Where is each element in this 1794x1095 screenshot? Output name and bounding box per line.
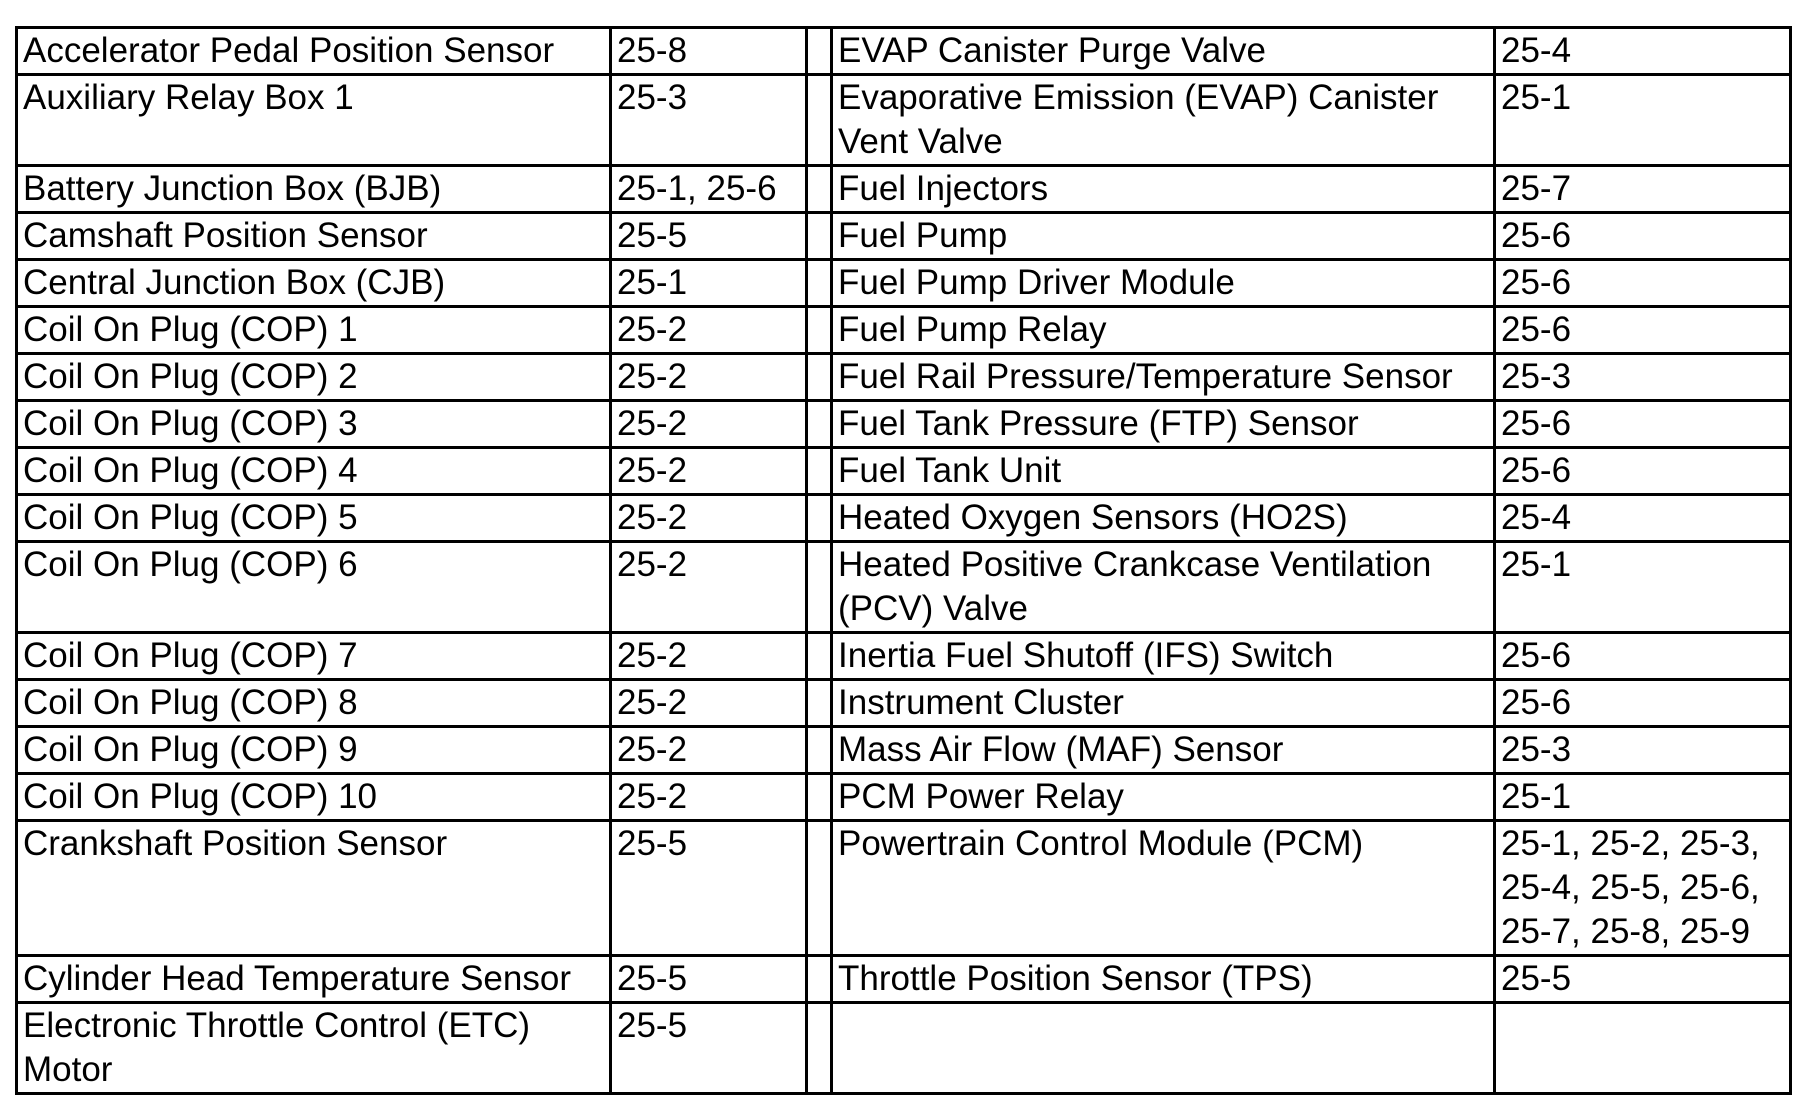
right-component-name: Instrument Cluster	[832, 680, 1495, 727]
table-row	[17, 633, 1791, 680]
right-page-ref: 25-6	[1495, 401, 1791, 448]
column-separator	[807, 75, 832, 166]
left-page-ref: 25-2	[611, 448, 807, 495]
table-row	[17, 260, 1791, 307]
column-separator	[807, 956, 832, 1003]
table-row	[17, 542, 1791, 633]
column-separator	[807, 401, 832, 448]
right-component-name: Powertrain Control Module (PCM)	[832, 821, 1495, 956]
table-row	[17, 821, 1791, 956]
left-component-name: Battery Junction Box (BJB)	[17, 166, 611, 213]
left-component-name: Auxiliary Relay Box 1	[17, 75, 611, 166]
right-component-name: Throttle Position Sensor (TPS)	[832, 956, 1495, 1003]
left-component-name: Coil On Plug (COP) 1	[17, 307, 611, 354]
table-row	[17, 448, 1791, 495]
left-component-name: Accelerator Pedal Position Sensor	[17, 28, 611, 75]
left-page-ref: 25-2	[611, 633, 807, 680]
right-component-name: Fuel Rail Pressure/Temperature Sensor	[832, 354, 1495, 401]
right-component-name: Fuel Pump Relay	[832, 307, 1495, 354]
column-separator	[807, 1003, 832, 1094]
right-page-ref: 25-1	[1495, 542, 1791, 633]
left-page-ref: 25-2	[611, 680, 807, 727]
right-component-name: Fuel Pump	[832, 213, 1495, 260]
column-separator	[807, 680, 832, 727]
table-row	[17, 28, 1791, 75]
right-page-ref: 25-1	[1495, 774, 1791, 821]
table-row	[17, 307, 1791, 354]
right-component-name: Fuel Tank Unit	[832, 448, 1495, 495]
left-component-name: Camshaft Position Sensor	[17, 213, 611, 260]
column-separator	[807, 166, 832, 213]
column-separator	[807, 495, 832, 542]
column-separator	[807, 354, 832, 401]
right-page-ref: 25-3	[1495, 354, 1791, 401]
left-page-ref: 25-2	[611, 774, 807, 821]
left-page-ref: 25-5	[611, 821, 807, 956]
column-separator	[807, 28, 832, 75]
right-page-ref: 25-1, 25-2, 25-3, 25-4, 25-5, 25-6, 25-7, 25-8, 25-9	[1495, 821, 1791, 956]
right-component-name: Heated Positive Crankcase Ventilation (PCV) Valve	[832, 542, 1495, 633]
table-row	[17, 401, 1791, 448]
right-component-name: Inertia Fuel Shutoff (IFS) Switch	[832, 633, 1495, 680]
column-separator	[807, 727, 832, 774]
right-component-name	[832, 1003, 1495, 1094]
right-page-ref: 25-6	[1495, 448, 1791, 495]
column-separator	[807, 448, 832, 495]
table-row	[17, 1003, 1791, 1094]
right-page-ref: 25-6	[1495, 260, 1791, 307]
left-page-ref: 25-2	[611, 495, 807, 542]
column-separator	[807, 633, 832, 680]
left-page-ref: 25-5	[611, 1003, 807, 1094]
left-component-name: Electronic Throttle Control (ETC) Motor	[17, 1003, 611, 1094]
right-component-name: PCM Power Relay	[832, 774, 1495, 821]
right-page-ref: 25-4	[1495, 28, 1791, 75]
column-separator	[807, 260, 832, 307]
left-page-ref: 25-5	[611, 956, 807, 1003]
table-row	[17, 75, 1791, 166]
right-component-name: Fuel Pump Driver Module	[832, 260, 1495, 307]
table-row	[17, 166, 1791, 213]
left-page-ref: 25-3	[611, 75, 807, 166]
left-component-name: Coil On Plug (COP) 9	[17, 727, 611, 774]
column-separator	[807, 821, 832, 956]
right-component-name: Fuel Tank Pressure (FTP) Sensor	[832, 401, 1495, 448]
component-location-table	[15, 26, 1792, 1095]
left-page-ref: 25-1	[611, 260, 807, 307]
left-page-ref: 25-2	[611, 401, 807, 448]
left-component-name: Coil On Plug (COP) 2	[17, 354, 611, 401]
left-page-ref: 25-8	[611, 28, 807, 75]
right-page-ref: 25-6	[1495, 307, 1791, 354]
left-component-name: Coil On Plug (COP) 4	[17, 448, 611, 495]
right-page-ref: 25-6	[1495, 213, 1791, 260]
column-separator	[807, 213, 832, 260]
left-page-ref: 25-2	[611, 307, 807, 354]
column-separator	[807, 774, 832, 821]
right-page-ref: 25-7	[1495, 166, 1791, 213]
right-component-name: EVAP Canister Purge Valve	[832, 28, 1495, 75]
left-page-ref: 25-2	[611, 354, 807, 401]
right-page-ref	[1495, 1003, 1791, 1094]
left-component-name: Cylinder Head Temperature Sensor	[17, 956, 611, 1003]
table-row	[17, 354, 1791, 401]
left-page-ref: 25-2	[611, 542, 807, 633]
table-row	[17, 495, 1791, 542]
left-component-name: Crankshaft Position Sensor	[17, 821, 611, 956]
right-page-ref: 25-6	[1495, 633, 1791, 680]
table-row	[17, 956, 1791, 1003]
right-page-ref: 25-5	[1495, 956, 1791, 1003]
right-page-ref: 25-1	[1495, 75, 1791, 166]
right-component-name: Heated Oxygen Sensors (HO2S)	[832, 495, 1495, 542]
column-separator	[807, 307, 832, 354]
table-row	[17, 727, 1791, 774]
table-row	[17, 213, 1791, 260]
right-page-ref: 25-6	[1495, 680, 1791, 727]
left-component-name: Coil On Plug (COP) 7	[17, 633, 611, 680]
right-component-name: Fuel Injectors	[832, 166, 1495, 213]
right-component-name: Evaporative Emission (EVAP) Canister Vent Valve	[832, 75, 1495, 166]
left-page-ref: 25-2	[611, 727, 807, 774]
left-component-name: Coil On Plug (COP) 3	[17, 401, 611, 448]
left-component-name: Coil On Plug (COP) 8	[17, 680, 611, 727]
left-component-name: Central Junction Box (CJB)	[17, 260, 611, 307]
left-page-ref: 25-5	[611, 213, 807, 260]
left-component-name: Coil On Plug (COP) 6	[17, 542, 611, 633]
left-component-name: Coil On Plug (COP) 5	[17, 495, 611, 542]
right-component-name: Mass Air Flow (MAF) Sensor	[832, 727, 1495, 774]
column-separator	[807, 542, 832, 633]
right-page-ref: 25-3	[1495, 727, 1791, 774]
table-row	[17, 680, 1791, 727]
left-page-ref: 25-1, 25-6	[611, 166, 807, 213]
table-row	[17, 774, 1791, 821]
left-component-name: Coil On Plug (COP) 10	[17, 774, 611, 821]
right-page-ref: 25-4	[1495, 495, 1791, 542]
